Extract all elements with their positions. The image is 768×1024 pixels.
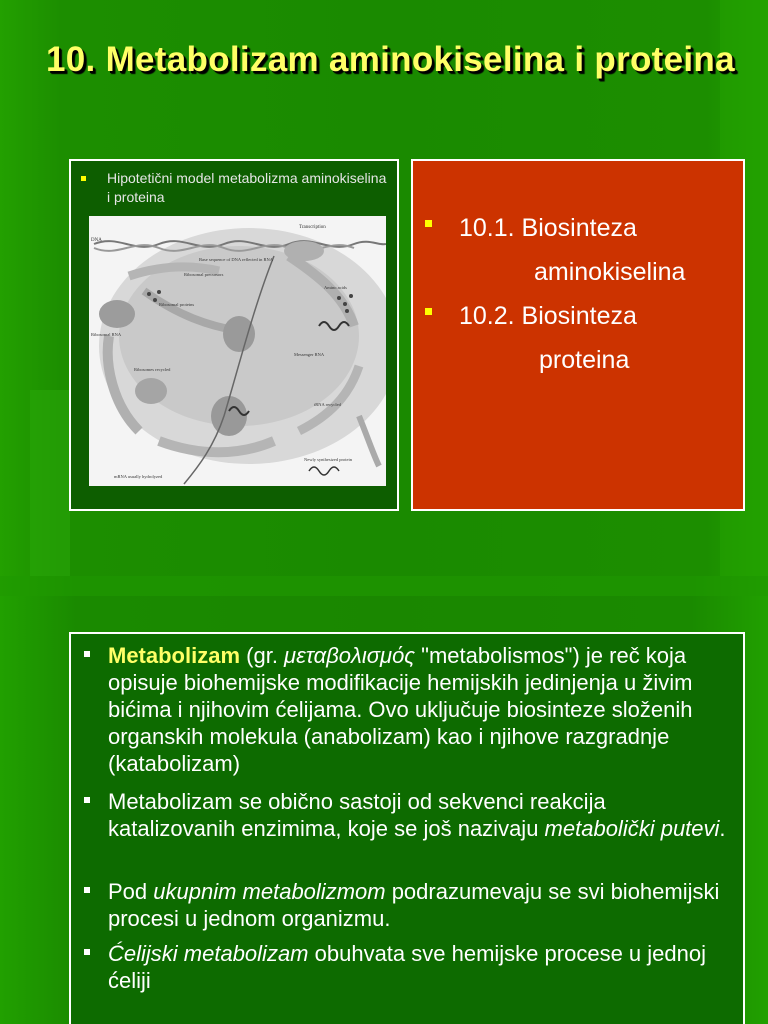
background-band [30,390,70,576]
text-span: (gr. [240,643,285,668]
label-mrna-hydrolyzed: mRNA usually hydrolyzed [114,474,163,479]
paragraph-metabolicki-putevi [108,788,733,842]
label-ribosomes-recycled: Ribosomes recycled [134,367,171,372]
greek-term: μεταβολισμός [284,643,416,668]
text-span: "metabolismos") je reč koja opisuje biohemijske modifikacije hemijskih jedinjenja u živim bićima i njihovim ćelijama. Ovo uključuje biosinteze složenih organskih molekula (anabolizam) kao i njihove razgradnje (katabolizam) [108,643,693,776]
label-messenger-rna: Messenger RNA [294,352,325,357]
topic-2-line-1: 10.2. Biosinteza [459,302,637,330]
text-span: Pod [108,879,154,904]
topic-1-line-2: aminokiselina [534,258,686,286]
text-span: . [719,816,726,841]
paragraph-ukupni-metabolizam [108,878,733,932]
topics-box [411,159,745,511]
bullet-square-icon [84,887,90,893]
protein-metabolism-diagram [89,216,386,486]
label-newly-synthesized: Newly synthesized protein [304,457,352,462]
label-rna-sequence: Base sequence of DNA reflected in RNA [199,257,273,262]
bullet-square-icon [425,220,432,227]
label-transcription: Transcription [299,225,326,230]
figure-caption: Hipotetični model metabolizma aminokiselina i proteina [107,170,387,205]
topic-2-line-2: proteina [539,346,630,374]
bullet-square-icon [84,651,90,657]
bullet-square-icon [81,176,86,181]
emphasis-ukupni-metabolizam: ukupnim metabolizmom [153,879,386,904]
label-amino-acids: Amino acids [324,285,347,290]
label-ribosomal-precursors: Ribosomal precursors [184,272,224,277]
label-trna-recycled: tRNA recycled [314,402,341,407]
label-dna: DNA [91,238,102,243]
label-ribosomal-proteins: Ribosomal proteins [159,302,195,307]
text-span: obuhvata sve hemijske procese u jednoj ćeliji [108,941,706,993]
bullet-square-icon [84,797,90,803]
figure-box [69,159,399,511]
slide-2 [0,576,768,1024]
diagram-illustration [89,216,386,486]
keyword-metabolizam: Metabolizam [108,643,241,668]
topic-1-line-1: 10.1. Biosinteza [459,214,637,242]
paragraph-metabolizam-definition [108,642,733,777]
emphasis-metabolicki-putevi: metabolički putevi [544,816,720,841]
text-span: Metabolizam se obično sastoji od sekvenci reakcija katalizovanih enzimima, koje se još nazivaju [108,789,606,841]
background-band [0,576,768,596]
paragraph-celijski-metabolizam [108,940,733,994]
slide-title: 10. Metabolizam aminokiselina i proteina [46,40,735,79]
text-span: podrazumevaju se svi biohemijski procesi u jednom organizmu. [108,879,720,931]
definitions-box [69,632,745,1024]
bullet-square-icon [425,308,432,315]
emphasis-celijski-metabolizam: Ćelijski metabolizam [108,941,309,966]
bullet-square-icon [84,949,90,955]
label-ribosomal-rna: Ribosomal RNA [91,332,122,337]
